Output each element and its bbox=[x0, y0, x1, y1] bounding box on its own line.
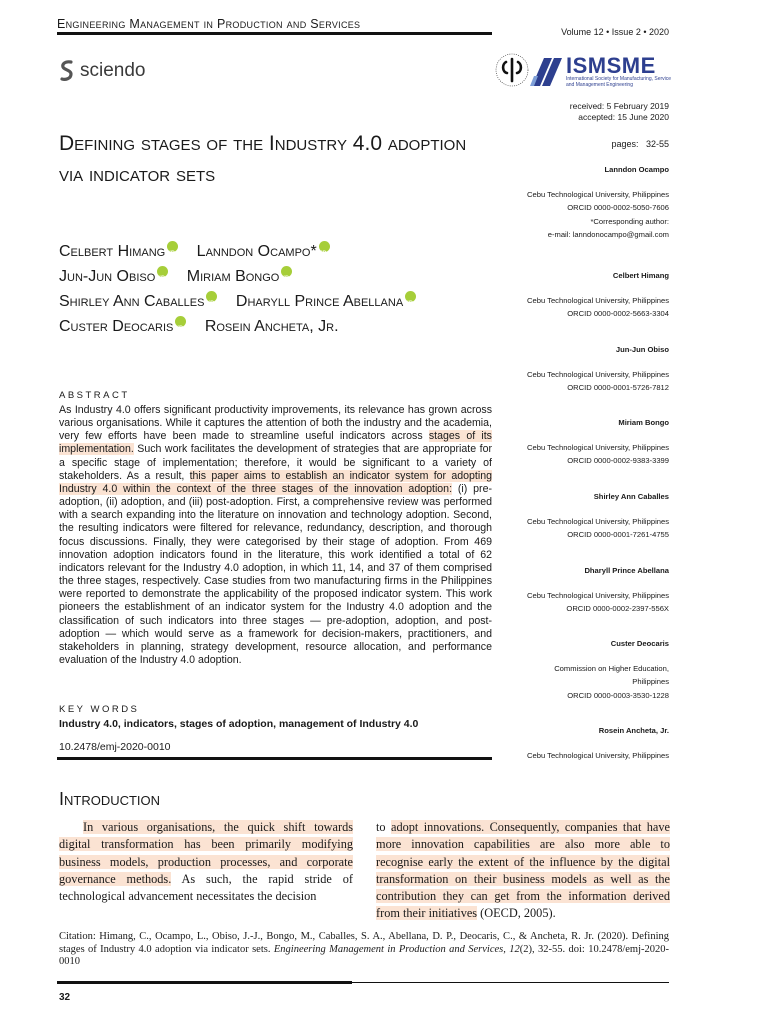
intro-highlight: adopt innovations. Consequently, companies that have more innovation capabilities are also more able to recognise early the extent of the influence by the digital transformation on their business models as well as the contribution they can get from the information derived from their initiatives bbox=[376, 820, 670, 921]
section-heading: Introduction bbox=[59, 789, 161, 809]
header-rule bbox=[57, 32, 492, 35]
abstract-highlight: stages of its implementation. bbox=[59, 430, 492, 456]
footer-rule bbox=[352, 982, 669, 983]
orcid-id[interactable]: ORCID 0000-0001-5726-7812 bbox=[567, 383, 669, 392]
orcid-id[interactable]: ORCID 0000-0002-2397-556X bbox=[566, 604, 669, 613]
citation-block bbox=[59, 931, 669, 969]
abstract-part: (i) pre-adoption, (ii) adoption, and (iii) post-adoption. First, a comprehensive review was performed with a search expanding into the literature on innovation and technology adoption. Second, the resulting indicators were filtered for relevance, redundancy, description, and thorough focus discussions. Finally, they were categorised by their stage of adoption. From 469 innovation adoption indicators found in the literature, this work identified a total of 62 indicators relevant for the Industry 4.0 adoption, in which 11, 14, and 37 of them comprised the three stages, respectively. Case studies from two manufacturing firms in the Philippines were reported to demonstrate the applicability of the proposed indicator system. This work pioneers the establishment of an indicator system for the Industry 4.0 adoption and the classification of such indicators into three stages — pre-adoption, adoption, and post-adoption — which would serve as a framework for decision-makers, practitioners, and stakeholders in planning, strategy development, resource allocation, and performance evaluation of the Industry 4.0 adoption. bbox=[59, 482, 492, 666]
author-row bbox=[59, 240, 420, 265]
publisher-name: sciendo bbox=[80, 60, 146, 81]
sciendo-logo bbox=[60, 60, 146, 82]
orcid-icon[interactable] bbox=[281, 266, 292, 277]
affiliation-name: Miriam Bongo bbox=[618, 418, 669, 427]
affiliation-line: Cebu Technological University, Philippines bbox=[527, 590, 669, 600]
affiliation-name: Celbert Himang bbox=[612, 271, 669, 280]
author-name: Custer Deocaris bbox=[59, 318, 174, 335]
keywords-heading: KEY WORDS bbox=[59, 704, 140, 715]
affiliation-block bbox=[469, 269, 669, 321]
society-seal-icon bbox=[494, 52, 530, 88]
affiliation-block bbox=[469, 343, 669, 395]
sciendo-mark-icon bbox=[60, 60, 74, 82]
affiliation-line: Cebu Technological University, Philippines bbox=[527, 189, 669, 199]
keywords-text: Industry 4.0, indicators, stages of adoption, management of Industry 4.0 bbox=[59, 718, 419, 730]
abstract-text bbox=[59, 404, 492, 667]
affiliation-line: Cebu Technological University, Philippines bbox=[527, 369, 669, 379]
affiliation-name: Jun-Jun Obiso bbox=[615, 345, 669, 354]
affiliation-line: *Corresponding author: bbox=[590, 216, 669, 226]
society-acronym: ISMSME bbox=[566, 53, 656, 78]
footer-rule bbox=[57, 981, 352, 984]
affiliation-name: Dharyll Prince Abellana bbox=[584, 566, 669, 575]
journal-name: Engineering Management in Production and Services bbox=[57, 17, 361, 31]
abstract-part: As Industry 4.0 offers significant productivity improvements, its relevance has grown across various organisations. While it captures the attention of both the industry and the academia, very few efforts have been made to streamline useful indicators across bbox=[59, 404, 492, 443]
intro-right-column bbox=[376, 819, 670, 923]
intro-text: As such, the rapid stride of technological advancement necessitates the decision bbox=[59, 871, 353, 904]
author-name: Dharyll Prince Abellana bbox=[235, 293, 404, 310]
orcid-icon[interactable] bbox=[206, 291, 217, 302]
author-name: Jun-Jun Obiso bbox=[59, 268, 156, 285]
author-row bbox=[59, 290, 420, 315]
affiliation-block bbox=[469, 163, 669, 242]
orcid-id[interactable]: ORCID 0000-0002-5050-7606 bbox=[567, 203, 669, 212]
affiliation-name: Rosein Ancheta, Jr. bbox=[598, 726, 669, 735]
affiliation-line: Commission on Higher Education, bbox=[554, 663, 669, 673]
orcid-icon[interactable] bbox=[167, 241, 178, 252]
citation-text: Citation: Himang, C., Ocampo, L., Obiso, J.-J., Bongo, M., Caballes, S. A., Abellana, D. P., Deocaris, C., & Ancheta, R. Jr. (2020). Defining stages of Industry 4.0 adoption via indicator sets. bbox=[59, 931, 669, 955]
author-name: Lanndon Ocampo* bbox=[196, 243, 317, 260]
citation-text: (2), 32-55. doi: 10.2478/emj-2020-0010 bbox=[59, 943, 669, 967]
author-list bbox=[59, 240, 420, 340]
volume-issue-line: Volume 12 • Issue 2 • 2020 bbox=[561, 27, 669, 37]
page-number: 32 bbox=[59, 992, 71, 1003]
orcid-id[interactable]: ORCID 0000-0003-3530-1228 bbox=[567, 690, 669, 700]
affiliation-line: Cebu Technological University, Philippines bbox=[527, 750, 669, 760]
author-name: Shirley Ann Caballes bbox=[59, 293, 205, 310]
affiliation-line: Cebu Technological University, Philippines bbox=[527, 295, 669, 305]
author-name: Rosein Ancheta, Jr. bbox=[204, 318, 339, 335]
affiliation-line: Cebu Technological University, Philippines bbox=[527, 516, 669, 526]
abstract-highlight: this paper aims to establish an indicator system for adopting Industry 4.0 within the context of the three stages of the innovation adoption: bbox=[59, 469, 492, 495]
citation-journal: Engineering Management in Production and Services, 12 bbox=[273, 943, 520, 955]
ismsme-logo bbox=[530, 53, 676, 88]
author-row bbox=[59, 265, 420, 290]
orcid-id[interactable]: ORCID 0000-0002-9383-3399 bbox=[567, 456, 669, 465]
accepted-date: accepted: 15 June 2020 bbox=[578, 112, 669, 122]
orcid-id[interactable]: ORCID 0000-0001-7261-4755 bbox=[567, 530, 669, 539]
email-link[interactable]: e-mail: lanndonocampo@gmail.com bbox=[547, 230, 669, 239]
affiliation-line: Cebu Technological University, Philippines bbox=[527, 442, 669, 452]
abstract-heading: ABSTRACT bbox=[59, 390, 130, 401]
orcid-icon[interactable] bbox=[157, 266, 168, 277]
affiliation-line: Philippines bbox=[632, 677, 669, 686]
received-date: received: 5 February 2019 bbox=[569, 101, 669, 111]
orcid-id[interactable]: ORCID 0000-0002-5663-3304 bbox=[567, 309, 669, 318]
affiliation-block bbox=[469, 564, 669, 616]
affiliation-block bbox=[469, 490, 669, 542]
intro-left-column bbox=[59, 819, 353, 905]
affiliation-block bbox=[469, 637, 669, 702]
abstract-part: Such work facilitates the development of strategies that are appropriate for a specific stage of implementation; therefore, it would be significant to a variety of stakeholders. As a result, bbox=[59, 443, 492, 482]
author-name: Miriam Bongo bbox=[186, 268, 280, 285]
author-row bbox=[59, 315, 420, 340]
pages-range: pages: 32-55 bbox=[611, 139, 669, 149]
author-name: Celbert Himang bbox=[59, 243, 166, 260]
affiliation-name: Lanndon Ocampo bbox=[604, 165, 669, 174]
orcid-icon[interactable] bbox=[175, 316, 186, 327]
article-title: Defining stages of the Industry 4.0 adoption via indicator sets bbox=[59, 132, 467, 186]
affiliation-block bbox=[469, 724, 669, 762]
intro-text: (OECD, 2005). bbox=[477, 906, 556, 921]
dates-block bbox=[570, 101, 669, 123]
affiliation-name: Custer Deocaris bbox=[610, 639, 669, 648]
abstract-rule bbox=[57, 757, 492, 760]
intro-text: to bbox=[376, 820, 391, 834]
orcid-icon[interactable] bbox=[319, 241, 330, 252]
orcid-icon[interactable] bbox=[405, 291, 416, 302]
affiliation-name: Shirley Ann Caballes bbox=[593, 492, 669, 501]
doi-link[interactable]: 10.2478/emj-2020-0010 bbox=[59, 741, 171, 753]
ismsme-mark-icon bbox=[530, 56, 562, 86]
society-full-name: International Society for Manufacturing, Service and Management Engineering bbox=[566, 76, 672, 88]
affiliation-block bbox=[469, 416, 669, 468]
intro-highlight: In various organisations, the quick shift towards digital transformation has been primarily modifying business models, production processes, and corporate governance methods. bbox=[59, 820, 353, 886]
